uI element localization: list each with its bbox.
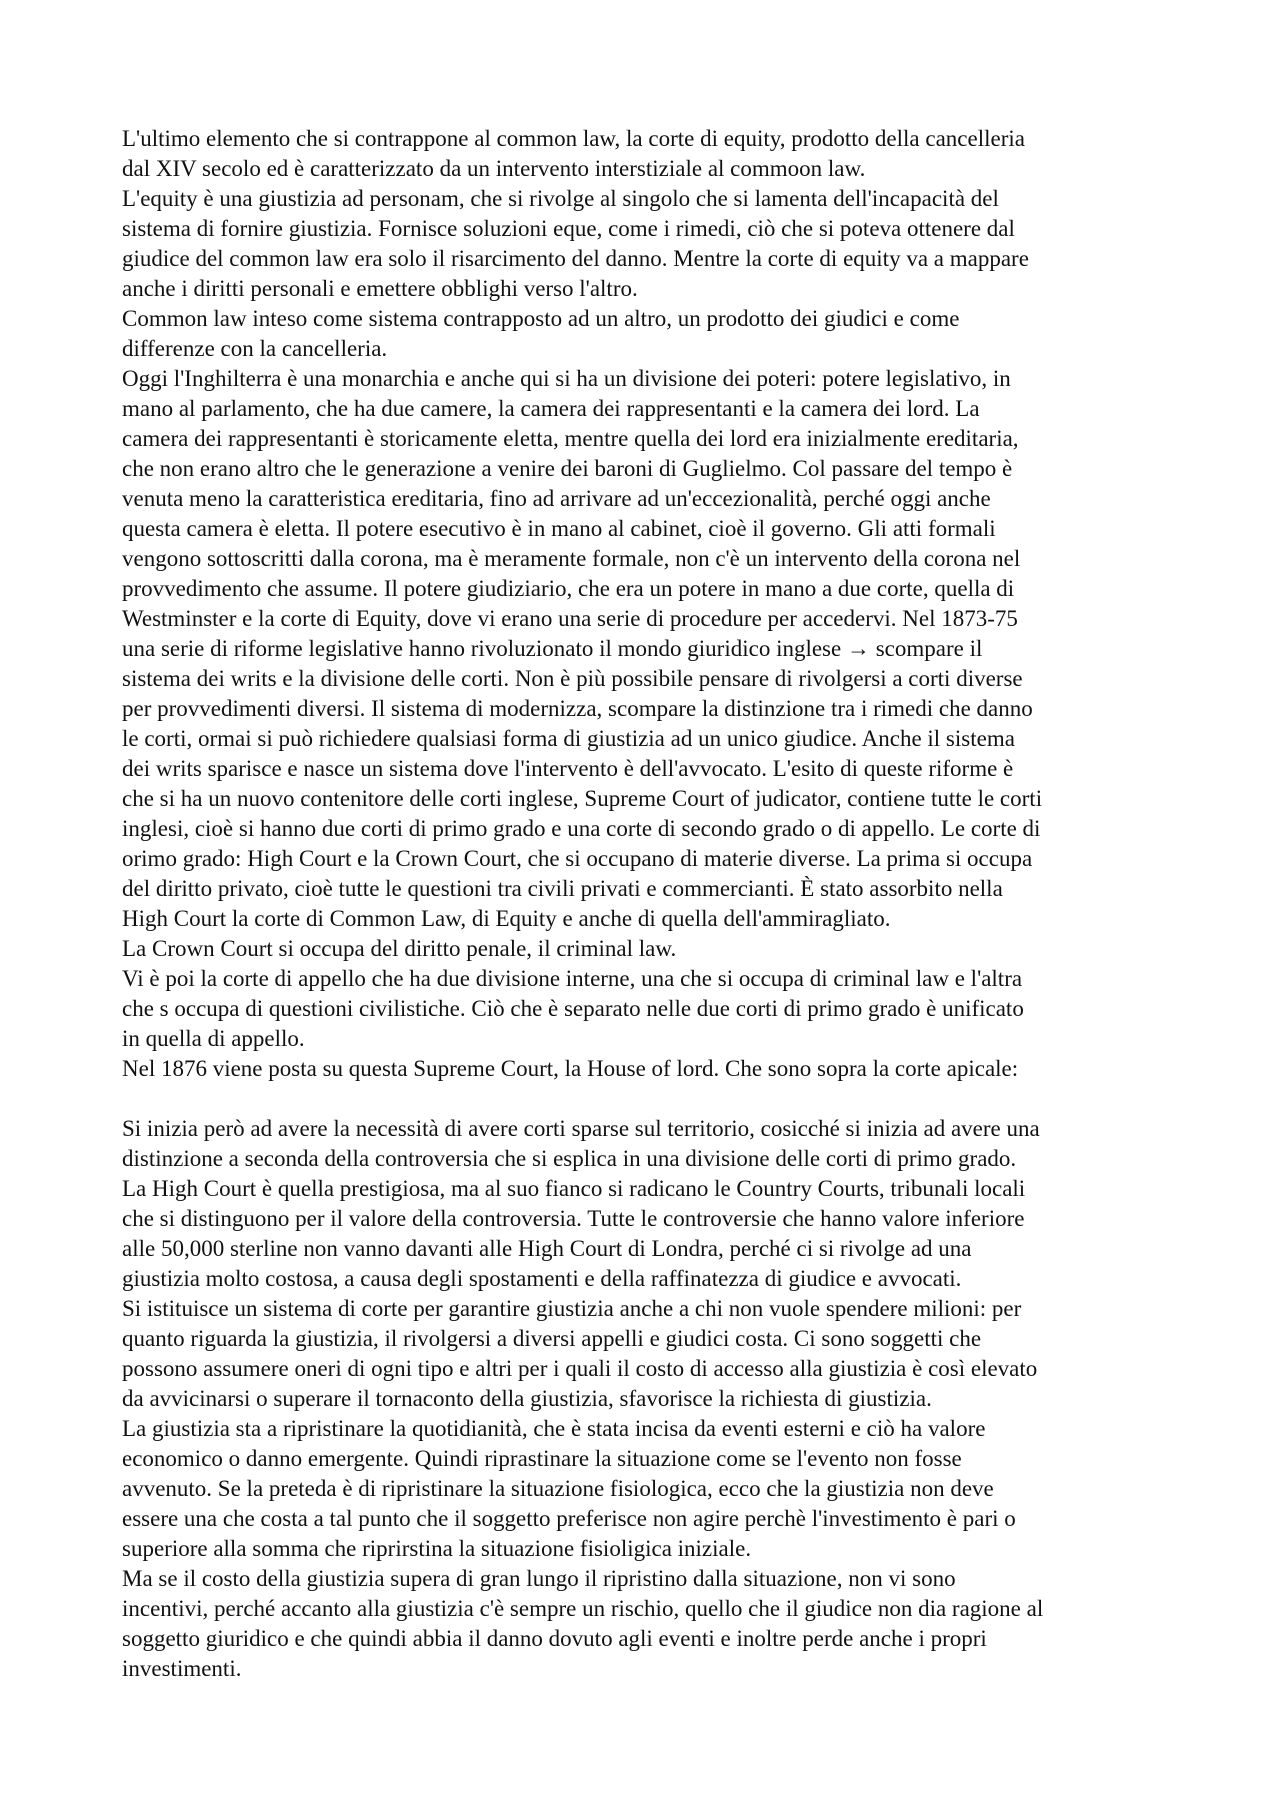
text-line: investimenti. [122,1656,242,1681]
text-line: High Court la corte di Common Law, di Equity e anche di quella dell'ammiragliato. [122,906,891,931]
text-line: che si ha un nuovo contenitore delle corti inglese, Supreme Court of judicator, contiene tutte le corti [122,786,1043,811]
text-line: economico o danno emergente. Quindi riprastinare la situazione come se l'evento non fosse [122,1446,962,1471]
text-line: incentivi, perché accanto alla giustizia c'è sempre un rischio, quello che il giudice non dia ragione al [122,1596,1044,1621]
text-line: per provvedimenti diversi. Il sistema di modernizza, scompare la distinzione tra i rimedi che danno [122,696,1033,721]
text-line: dei writs sparisce e nasce un sistema dove l'intervento è dell'avvocato. L'esito di queste riforme è [122,756,1014,781]
text-line: che s occupa di questioni civilistiche. Ciò che è separato nelle due corti di primo grado è unificato [122,996,1024,1021]
text-line: essere una che costa a tal punto che il soggetto preferisce non agire perchè l'investimento è pari o [122,1506,1016,1531]
text-line: Si inizia però ad avere la necessità di avere corti sparse sul territorio, cosicché si inizia ad avere una [122,1116,1040,1141]
text-line: mano al parlamento, che ha due camere, la camera dei rappresentanti e la camera dei lord. La [122,396,980,421]
text-line: Vi è poi la corte di appello che ha due divisione interne, una che si occupa di criminal law e l'altra [122,966,1023,991]
text-line: Common law inteso come sistema contrapposto ad un altro, un prodotto dei giudici e come [122,306,960,331]
text-line: dal XIV secolo ed è caratterizzato da un intervento interstiziale al commoon law. [122,156,866,181]
text-line: distinzione a seconda della controversia che si esplica in una divisione delle corti di primo grado. [122,1146,1017,1171]
text-line: L'ultimo elemento che si contrappone al common law, la corte di equity, prodotto della cancelleria [122,126,1025,151]
text-line: inglesi, cioè si hanno due corti di primo grado e una corte di secondo grado o di appello. Le corte di [122,816,1041,841]
text-line: le corti, ormai si può richiedere qualsiasi forma di giustizia ad un unico giudice. Anche il sistema [122,726,1015,751]
text-line: provvedimento che assume. Il potere giudiziario, che era un potere in mano a due corte, quella di [122,576,1015,601]
text-line: Ma se il costo della giustizia supera di gran lungo il ripristino dalla situazione, non vi sono [122,1566,956,1591]
document-body [122,124,1182,1684]
text-line: Oggi l'Inghilterra è una monarchia e anche qui si ha un divisione dei poteri: potere legislativo, in [122,366,1011,391]
text-line: vengono sottoscritti dalla corona, ma è meramente formale, non c'è un intervento della corona nel [122,546,1021,571]
text-line: una serie di riforme legislative hanno rivoluzionato il mondo giuridico inglese → scompare il [122,636,983,661]
text-line: avvenuto. Se la preteda è di ripristinare la situazione fisiologica, ecco che la giustizia non deve [122,1476,994,1501]
text-line: superiore alla somma che riprirstina la situazione fisioligica iniziale. [122,1536,752,1561]
blank-line [122,1084,1182,1114]
text-line: del diritto privato, cioè tutte le questioni tra civili privati e commercianti. È stato assorbito nella [122,876,1003,901]
text-line: orimo grado: High Court e la Crown Court, che si occupano di materie diverse. La prima si occupa [122,846,1033,871]
text-line: Si istituisce un sistema di corte per garantire giustizia anche a chi non vuole spendere milioni: per [122,1296,1022,1321]
text-line: La giustizia sta a ripristinare la quotidianità, che è stata incisa da eventi esterni e ciò ha valore [122,1416,986,1441]
text-line: soggetto giuridico e che quindi abbia il danno dovuto agli eventi e inoltre perde anche i propri [122,1626,987,1651]
text-line: differenze con la cancelleria. [122,336,388,361]
text-line: venuta meno la caratteristica ereditaria, fino ad arrivare ad un'eccezionalità, perché oggi anche [122,486,991,511]
text-line: da avvicinarsi o superare il tornaconto della giustizia, sfavorisce la richiesta di giustizia. [122,1386,932,1411]
text-line: sistema dei writs e la divisione delle corti. Non è più possibile pensare di rivolgersi a corti diverse [122,666,1023,691]
text-line: quanto riguarda la giustizia, il rivolgersi a diversi appelli e giudici costa. Ci sono soggetti che [122,1326,982,1351]
text-line: anche i diritti personali e emettere obblighi verso l'altro. [122,276,638,301]
text-line: che si distinguono per il valore della controversia. Tutte le controversie che hanno valore inferiore [122,1206,1025,1231]
text-line: L'equity è una giustizia ad personam, che si rivolge al singolo che si lamenta dell'incapacità del [122,186,999,211]
text-line: sistema di fornire giustizia. Fornisce soluzioni eque, come i rimedi, ciò che si poteva ottenere dal [122,216,1015,241]
text-line: Nel 1876 viene posta su questa Supreme Court, la House of lord. Che sono sopra la corte apicale: [122,1056,1019,1081]
text-line: camera dei rappresentanti è storicamente eletta, mentre quella dei lord era inizialmente ereditaria, [122,426,1019,451]
text-line: alle 50,000 sterline non vanno davanti alle High Court di Londra, perché ci si rivolge ad una [122,1236,972,1261]
text-line: giudice del common law era solo il risarcimento del danno. Mentre la corte di equity va a mappare [122,246,1029,271]
text-line: La Crown Court si occupa del diritto penale, il criminal law. [122,936,677,961]
text-line: Westminster e la corte di Equity, dove vi erano una serie di procedure per accedervi. Nel 1873-75 [122,606,1018,631]
text-line: possono assumere oneri di ogni tipo e altri per i quali il costo di accesso alla giustizia è così elevato [122,1356,1038,1381]
text-line: in quella di appello. [122,1026,305,1051]
text-line: questa camera è eletta. Il potere esecutivo è in mano al cabinet, cioè il governo. Gli atti formali [122,516,996,541]
text-line: che non erano altro che le generazione a venire dei baroni di Guglielmo. Col passare del tempo è [122,456,1013,481]
text-line: giustizia molto costosa, a causa degli spostamenti e della raffinatezza di giudice e avvocati. [122,1266,962,1291]
text-line: La High Court è quella prestigiosa, ma al suo fianco si radicano le Country Courts, tribunali locali [122,1176,1026,1201]
